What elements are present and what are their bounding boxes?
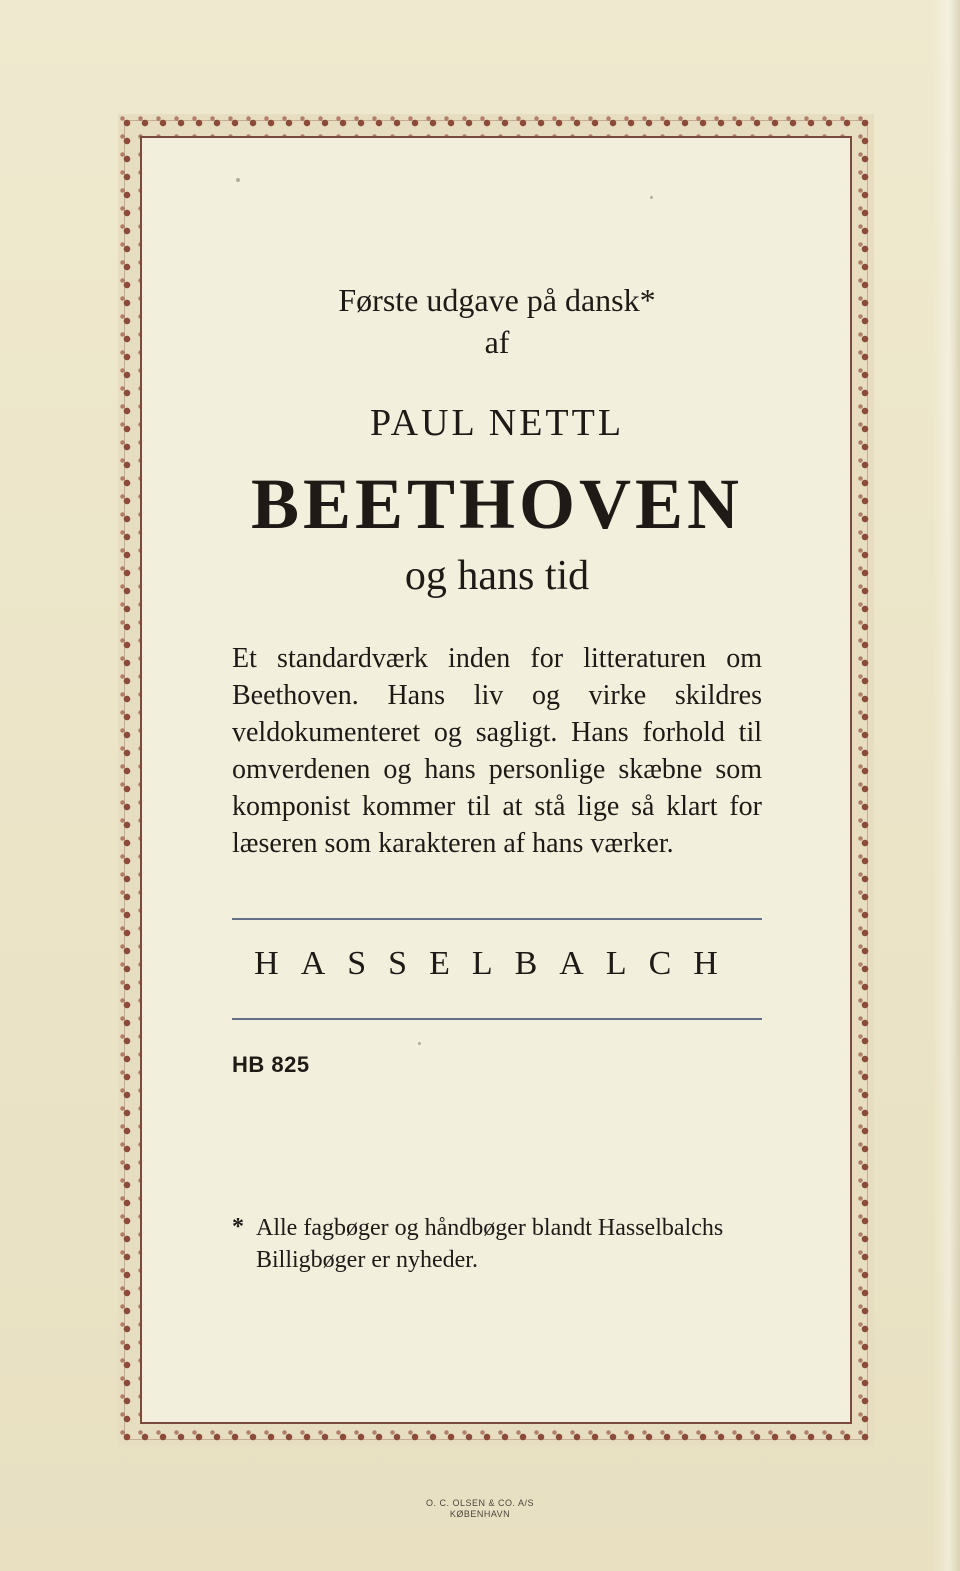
printer-imprint <box>0 1498 960 1520</box>
printer-line-1: O. C. OLSEN & CO. A/S <box>425 1498 535 1508</box>
paper-speck <box>650 196 653 199</box>
bottom-divider <box>232 1018 762 1020</box>
by-line: af <box>484 324 510 360</box>
top-divider <box>232 918 762 920</box>
paper-speck <box>418 1042 421 1045</box>
footnote <box>232 1212 762 1276</box>
footnote-text: Alle fagbøger og håndbøger blandt Hasselbalchs Billigbøger er nyheder. <box>256 1215 724 1273</box>
inner-panel <box>140 136 852 1424</box>
paper-speck <box>236 178 240 182</box>
printer-line-2: KØBENHAVN <box>449 1509 511 1519</box>
publisher-name: HASSELBALCH <box>254 945 740 982</box>
book-description: Et standardværk inden for litteraturen om Beethoven. Hans liv og virke skildres veldokumenteret og sagligt. Hans forhold til omverdenen og hans personlige skæbne som komponist kommer til at stå lige så klart for læseren som karakteren af hans værker. <box>232 643 762 859</box>
edition-line: Første udgave på dansk* <box>338 282 656 318</box>
author-name: PAUL NETTL <box>369 402 625 444</box>
footnote-asterisk: * <box>232 1214 244 1240</box>
book-title: BEETHOVEN <box>250 464 744 544</box>
cover-content <box>232 278 762 1276</box>
book-subtitle: og hans tid <box>404 553 590 599</box>
ornamental-border-frame <box>118 114 874 1446</box>
series-number: HB 825 <box>232 1052 310 1077</box>
